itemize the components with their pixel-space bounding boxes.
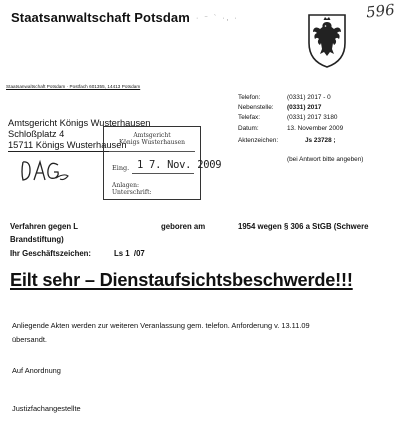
signature-role: Justizfachangestellte [12,404,81,413]
telefax-value: (0331) 2017 3180 [287,114,338,121]
stamp-signature-label: Unterschrift: [112,189,152,196]
proceeding-born-label: geboren am [161,222,206,231]
stamp-divider [109,151,195,152]
handwritten-page-number: 596 [365,0,396,22]
aktenzeichen-note: (bei Antwort bitte angeben) [287,156,364,163]
telefon-label: Telefon: [238,94,261,101]
stamp-received-date: 1 7. Nov. 2009 [137,159,222,171]
proceeding-charge: 1954 wegen § 306 a StGB (Schwere [238,222,369,231]
receipt-stamp [103,126,222,200]
stamp-received-label: Eing. [112,164,130,172]
body-paragraph-line1: Anliegende Akten werden zur weiteren Veranlassung gem. telefon. Anforderung v. 13.11.09 [12,321,310,330]
datum-value: 13. November 2009 [287,125,344,132]
stamp-date-underline [132,173,194,174]
proceeding-prefix: Verfahren gegen L [10,222,79,231]
your-reference-label: Ihr Geschäftszeichen: [10,249,92,258]
telefax-label: Telefax: [238,114,261,121]
nebenstelle-value: (0331) 2017 [287,104,322,111]
aktenzeichen-value: Js 23728 ; [305,137,336,144]
stamp-court-line1: Amtsgericht [133,132,171,139]
brandenburg-eagle-crest-icon [307,9,347,69]
body-paragraph-line2: übersandt. [12,335,47,344]
recipient-name: Amtsgericht Königs Wusterhausen [8,118,151,128]
by-order-line: Auf Anordnung [12,366,61,375]
recipient-city: 15711 Königs Wusterhausen [8,140,127,150]
stamp-attachments-label: Anlagen: [112,182,139,189]
recipient-street: Schloßplatz 4 [8,129,65,139]
urgent-complaint-heading: Eilt sehr – Dienstaufsichtsbeschwerde!!! [10,270,353,290]
nebenstelle-label: Nebenstelle: [238,104,274,111]
scan-artifact: · ⁻ ` ·, · [196,15,239,22]
authority-title: Staatsanwaltschaft Potsdam [11,10,190,25]
proceeding-charge-cont: Brandstiftung) [10,235,64,244]
datum-label: Datum: [238,125,259,132]
stamp-court-line2: Königs Wusterhausen [118,139,186,146]
your-reference-value: Ls 1 /07 [114,249,145,258]
handwritten-dag-mark [20,158,72,184]
aktenzeichen-label: Aktenzeichen: [238,137,279,144]
sender-address-line: Staatsanwaltschaft Potsdam · Postfach 601355, 14413 Potsdam [6,84,141,89]
telefon-value: (0331) 2017 - 0 [287,94,331,101]
